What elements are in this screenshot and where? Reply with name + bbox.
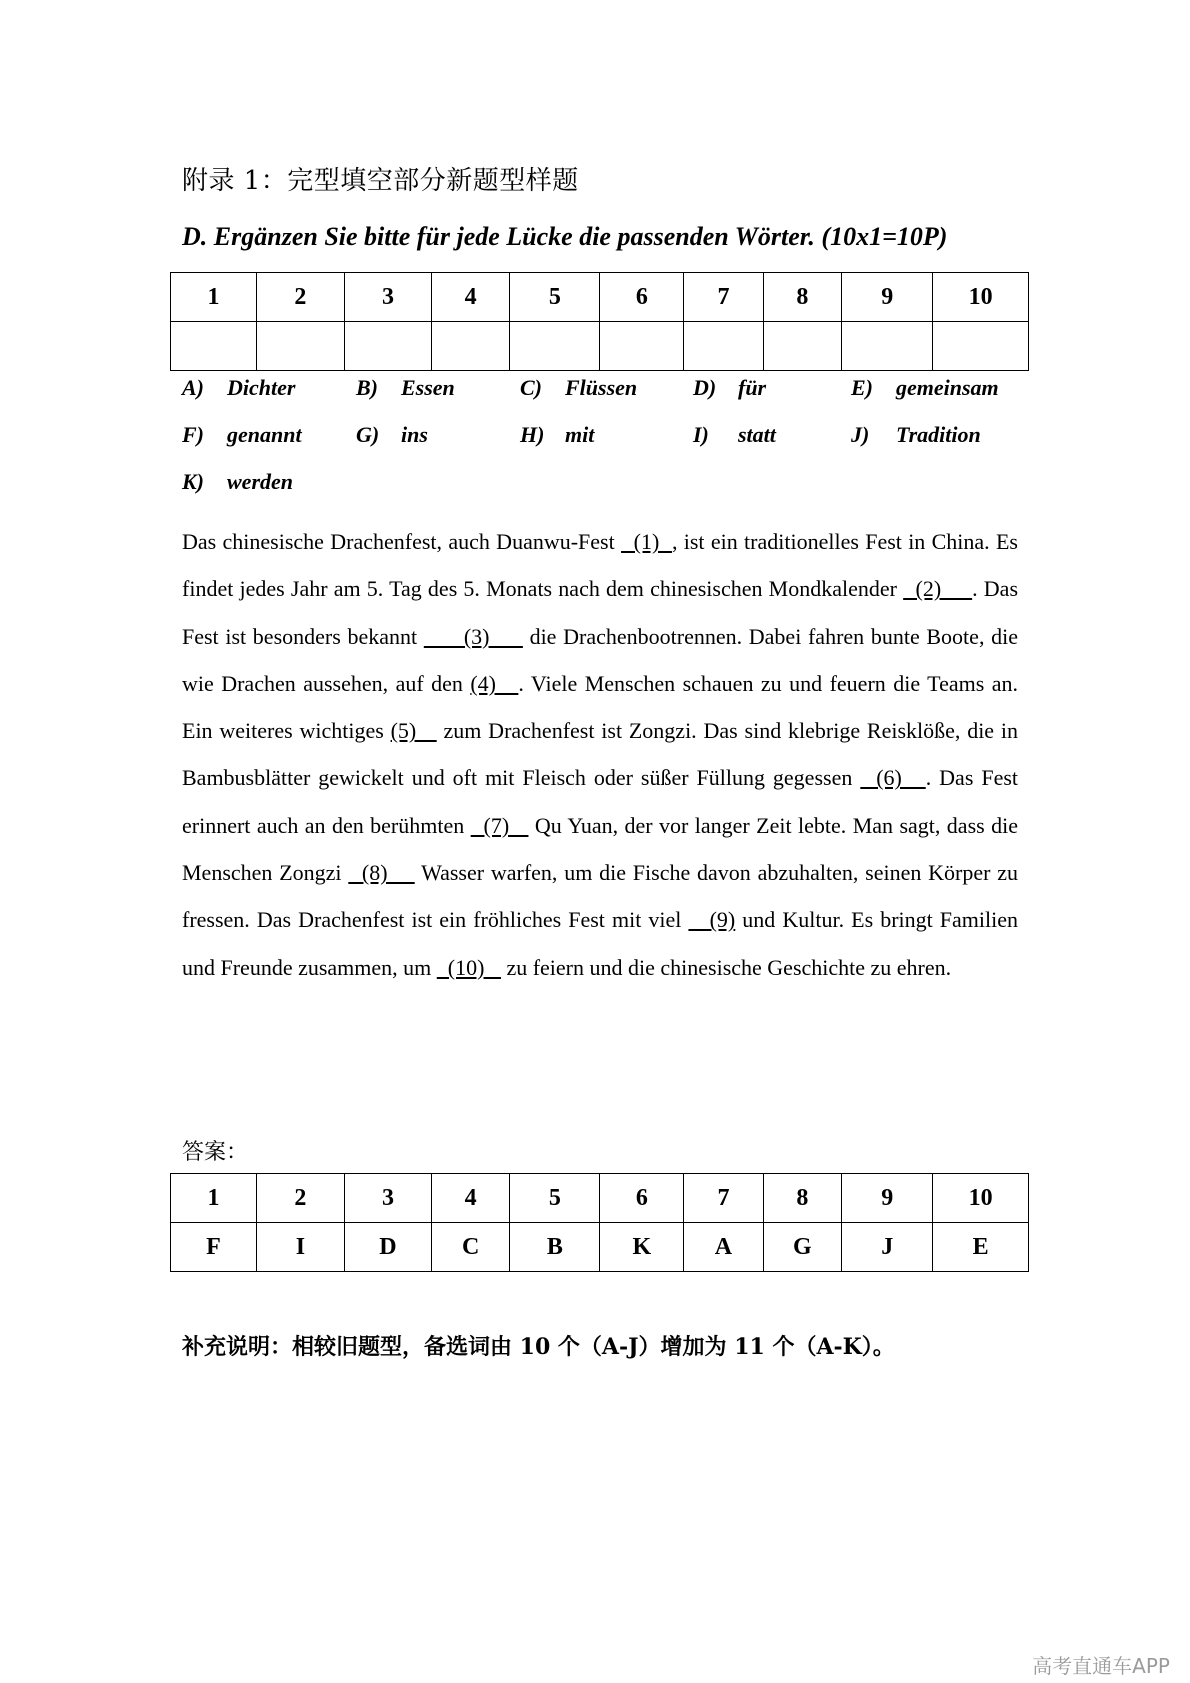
answer-letter-cell: E bbox=[933, 1223, 1029, 1272]
question-number-cell: 10 bbox=[933, 1174, 1029, 1223]
answer-key-number-row bbox=[171, 1174, 1029, 1223]
word-options bbox=[182, 375, 1042, 516]
answer-blank-cell bbox=[171, 322, 257, 371]
answer-blank-cell bbox=[510, 322, 600, 371]
gap-5: (5) bbox=[390, 718, 437, 744]
app-watermark: 高考直通车APP bbox=[1032, 1654, 1170, 1678]
answer-sheet-number-row bbox=[171, 273, 1029, 322]
options-row-1 bbox=[182, 375, 1042, 422]
answer-letter-cell: B bbox=[510, 1223, 600, 1272]
question-number-cell: 9 bbox=[842, 1174, 933, 1223]
passage-text: . Viele Menschen schauen zu und feuern die Teams an. Ein weiteres wichtiges bbox=[182, 670, 1018, 744]
answer-key-table bbox=[170, 1173, 1029, 1272]
gap-3: (3) bbox=[423, 623, 523, 649]
passage-text: Wasser warfen, um die Fische davon abzuhalten, seinen Körper zu fressen. Das Drachenfest ist ein fröhliches Fest mit viel bbox=[182, 860, 1018, 933]
question-number-cell: 2 bbox=[256, 1174, 344, 1223]
answer-letter-cell: C bbox=[431, 1223, 509, 1272]
gap-8: (8) bbox=[348, 860, 415, 886]
question-number-cell: 1 bbox=[171, 1174, 257, 1223]
question-number-cell: 8 bbox=[763, 273, 841, 322]
answer-letter-cell: D bbox=[344, 1223, 431, 1272]
passage-text: , ist ein traditionelles Fest in China. Es findet jedes Jahr am 5. Tag des 5. Monats nach dem chinesischen Mondkalender bbox=[182, 529, 1018, 602]
passage-text: Das chinesische Drachenfest, auch Duanwu-Fest bbox=[182, 529, 622, 554]
option-item: I) statt bbox=[693, 422, 776, 447]
gap-10: (10) bbox=[436, 954, 501, 980]
question-number-cell: 10 bbox=[933, 273, 1029, 322]
question-number-cell: 7 bbox=[684, 273, 763, 322]
answer-letter-cell: J bbox=[842, 1223, 933, 1272]
question-number-cell: 6 bbox=[600, 1174, 684, 1223]
question-number-cell: 1 bbox=[171, 273, 257, 322]
answer-key-letter-row bbox=[171, 1223, 1029, 1272]
option-item: F) genannt bbox=[182, 422, 302, 447]
answer-blank-cell bbox=[431, 322, 509, 371]
gap-1: (1) bbox=[621, 529, 672, 554]
answer-sheet-blank-row bbox=[171, 322, 1029, 371]
answer-sheet-table bbox=[170, 272, 1029, 371]
passage-text: Qu Yuan, der vor langer Zeit lebte. Man sagt, dass die Menschen Zongzi bbox=[182, 812, 1018, 886]
passage-text: die Drachenbootrennen. Dabei fahren bunte Boote, die wie Drachen aussehen, auf den bbox=[182, 623, 1018, 696]
gap-6: (6) bbox=[860, 765, 926, 791]
question-number-cell: 5 bbox=[510, 273, 600, 322]
passage-text: zu feiern und die chinesische Geschichte zu ehren. bbox=[500, 954, 952, 980]
passage-text: und Kultur. Es bringt Familien und Freunde zusammen, um bbox=[182, 907, 1019, 980]
cloze-passage bbox=[182, 518, 1018, 991]
passage-text: zum Drachenfest ist Zongzi. Das sind klebrige Reisklöße, die in Bambusblätter gewickelt und oft mit Fleisch oder süßer Füllung gegessen bbox=[182, 718, 1018, 791]
question-number-cell: 3 bbox=[344, 273, 431, 322]
option-item: G) ins bbox=[356, 422, 428, 447]
question-number-cell: 9 bbox=[842, 273, 933, 322]
passage-text: . Das Fest ist besonders bekannt bbox=[182, 576, 1019, 649]
option-item: D) für bbox=[693, 375, 767, 400]
gap-9: (9) bbox=[688, 907, 736, 933]
answer-blank-cell bbox=[763, 322, 841, 371]
answer-letter-cell: A bbox=[684, 1223, 763, 1272]
answer-blank-cell bbox=[256, 322, 344, 371]
question-number-cell: 4 bbox=[431, 1174, 509, 1223]
options-row-2 bbox=[182, 422, 1042, 469]
answer-label: 答案： bbox=[182, 1140, 249, 1165]
answer-blank-cell bbox=[933, 322, 1029, 371]
question-number-cell: 2 bbox=[256, 273, 344, 322]
question-number-cell: 6 bbox=[600, 273, 684, 322]
task-heading: D. Ergänzen Sie bitte für jede Lücke die passenden Wörter. (10x1=10P) bbox=[182, 222, 948, 251]
question-number-cell: 8 bbox=[763, 1174, 841, 1223]
option-item: J) Tradition bbox=[851, 422, 981, 447]
answer-letter-cell: I bbox=[256, 1223, 344, 1272]
option-item: H) mit bbox=[520, 422, 595, 447]
answer-letter-cell: F bbox=[171, 1223, 257, 1272]
option-item: K) werden bbox=[182, 469, 293, 494]
question-number-cell: 7 bbox=[684, 1174, 763, 1223]
question-number-cell: 3 bbox=[344, 1174, 431, 1223]
gap-2: (2) bbox=[903, 576, 973, 602]
appendix-title: 附录 1：完型填空部分新题型样题 bbox=[182, 166, 579, 196]
option-item: C) Flüssen bbox=[520, 375, 638, 400]
supplementary-note: 补充说明：相较旧题型，备选词由 10 个（A-J）增加为 11 个（A-K）。 bbox=[182, 1334, 895, 1360]
gap-7: (7) bbox=[470, 812, 529, 838]
question-number-cell: 5 bbox=[510, 1174, 600, 1223]
answer-blank-cell bbox=[842, 322, 933, 371]
option-item: E) gemeinsam bbox=[851, 375, 999, 400]
options-row-3 bbox=[182, 469, 1042, 516]
answer-blank-cell bbox=[600, 322, 684, 371]
option-item: A) Dichter bbox=[182, 375, 296, 400]
answer-blank-cell bbox=[684, 322, 763, 371]
question-number-cell: 4 bbox=[431, 273, 509, 322]
passage-text: . Das Fest erinnert auch an den berühmten bbox=[182, 765, 1019, 838]
answer-letter-cell: G bbox=[763, 1223, 841, 1272]
gap-4: (4) bbox=[470, 670, 519, 696]
option-item: B) Essen bbox=[356, 375, 455, 400]
answer-blank-cell bbox=[344, 322, 431, 371]
answer-letter-cell: K bbox=[600, 1223, 684, 1272]
